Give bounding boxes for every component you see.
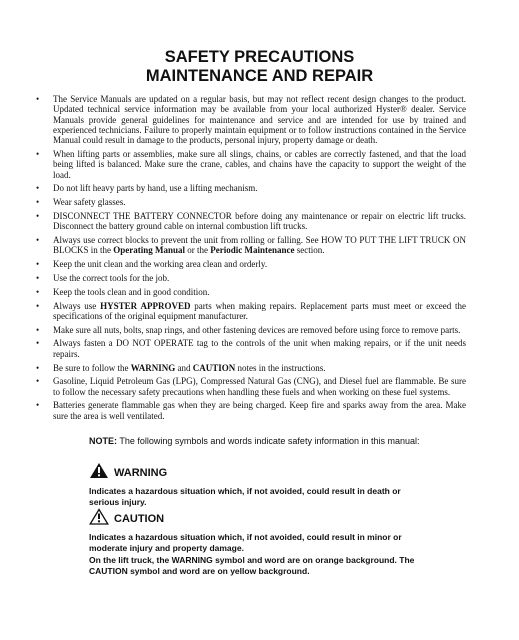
page-title <box>0 48 519 86</box>
item-text: Use the correct tools for the job. <box>53 272 170 283</box>
item-text: section. <box>294 245 325 256</box>
bullet-mark: • <box>36 183 40 194</box>
bullet-mark: • <box>36 259 40 270</box>
precaution-item <box>36 211 466 232</box>
item-text: Wear safety glasses. <box>53 197 126 208</box>
note-text: The following symbols and words indicate safety information in this manual: <box>119 436 420 446</box>
item-text: Keep the unit clean and the working area clean and orderly. <box>53 259 268 270</box>
precaution-item <box>36 259 466 269</box>
emphasized-text: HYSTER APPROVED <box>100 300 191 311</box>
warning-description: Indicates a hazardous situation which, if not avoided, could result in death or serious injury. <box>89 486 401 507</box>
bullet-mark: • <box>36 376 40 387</box>
warning-word: WARNING <box>114 467 168 479</box>
precaution-item <box>36 400 466 421</box>
item-text: DISCONNECT THE BATTERY CONNECTOR before doing any maintenance or repair on electric lift trucks. Disconnect the battery ground cable on internal combustion lift trucks. <box>53 210 466 232</box>
precaution-item <box>36 338 466 359</box>
item-text: Do not lift heavy parts by hand, use a lifting mechanism. <box>53 183 258 194</box>
precaution-item <box>36 376 466 397</box>
emphasized-text: Periodic Maintenance <box>210 245 295 256</box>
precaution-item <box>36 94 466 145</box>
item-text: Gasoline, Liquid Petroleum Gas (LPG), Compressed Natural Gas (CNG), and Diesel fuel are flammable. Be sure to follow the necessary safety precautions when handling these fuels and when working on these fuel systems. <box>53 376 466 397</box>
item-text: and <box>175 362 193 373</box>
emphasized-text: CAUTION <box>192 362 236 373</box>
item-text: When lifting parts or assemblies, make sure all slings, chains, or cables are correctly fastened, and that the load being lifted is balanced. Make sure the crane, cables, and chains have the capacity to support the weight of the load. <box>53 148 466 180</box>
bullet-mark: • <box>36 324 40 335</box>
caution-triangle-icon <box>89 508 109 530</box>
warning-triangle-icon <box>89 462 109 484</box>
precaution-item <box>36 197 466 207</box>
bullet-mark: • <box>36 286 40 297</box>
note <box>89 436 439 447</box>
item-text: Always fasten a DO NOT OPERATE tag to the controls of the unit when making repairs, or if the unit needs repairs. <box>53 338 466 359</box>
precaution-item <box>36 325 466 335</box>
note-label: NOTE: <box>89 436 117 446</box>
item-text: Always use correct blocks to prevent the unit from rolling or falling. See HOW TO PUT THE LIFT TRUCK ON BLOCKS in the <box>53 235 466 256</box>
item-text: Keep the tools clean and in good condition. <box>53 286 210 297</box>
item-text: Make sure all nuts, bolts, snap rings, and other fastening devices are removed before using force to remove parts. <box>53 324 461 335</box>
emphasized-text: Operating Manual <box>113 245 186 256</box>
item-text: notes in the instructions. <box>235 362 326 373</box>
emphasized-text: WARNING <box>130 362 176 373</box>
precaution-item <box>36 235 466 256</box>
item-text: parts when making repairs. Replacement parts must meet or exceed the specifications of the original equipment manufacturer. <box>53 300 466 321</box>
precaution-item <box>36 273 466 283</box>
bullet-mark: • <box>36 400 40 411</box>
precaution-item <box>36 149 466 180</box>
bullet-mark: • <box>36 197 40 208</box>
warning-block <box>89 462 429 507</box>
bullet-mark: • <box>36 94 40 104</box>
precaution-item <box>36 183 466 193</box>
item-text: Batteries generate flammable gas when they are being charged. Keep fire and sparks away from the area. Make sure the area is well ventilated. <box>53 400 466 421</box>
background-color-note: On the lift truck, the WARNING symbol and word are on orange background. The CAUTION symbol and word are on yellow background. <box>89 555 415 576</box>
bullet-mark: • <box>36 272 40 283</box>
caution-block <box>89 508 429 553</box>
title-line-1: SAFETY PRECAUTIONS <box>164 48 355 66</box>
item-text: or the <box>185 245 211 256</box>
item-text: The Service Manuals are updated on a regular basis, but may not reflect recent design changes to the product. Updated technical service information may be available from your local authorized Hyster® dealer. Service Manuals provide general guidelines for maintenance and service and are intended for use by trained and experienced technicians. Failure to properly maintain equipment or to follow instructions contained in the Service Manual could result in damage to the products, personal injury, property damage or death. <box>53 94 466 146</box>
item-text: Be sure to follow the <box>53 362 131 373</box>
bullet-mark: • <box>36 235 40 246</box>
precautions-list <box>36 94 466 425</box>
title-line-2: MAINTENANCE AND REPAIR <box>145 67 374 85</box>
caution-word: CAUTION <box>114 513 165 525</box>
item-text: Always use <box>53 300 101 311</box>
bullet-mark: • <box>36 300 40 311</box>
precaution-item <box>36 363 466 373</box>
caution-description: Indicates a hazardous situation which, if not avoided, could result in minor or moderate injury and property damage. <box>89 532 402 553</box>
precaution-item <box>36 301 466 322</box>
bullet-mark: • <box>36 338 40 349</box>
bullet-mark: • <box>36 210 40 221</box>
bullet-mark: • <box>36 362 40 373</box>
bullet-mark: • <box>36 148 40 159</box>
precaution-item <box>36 287 466 297</box>
